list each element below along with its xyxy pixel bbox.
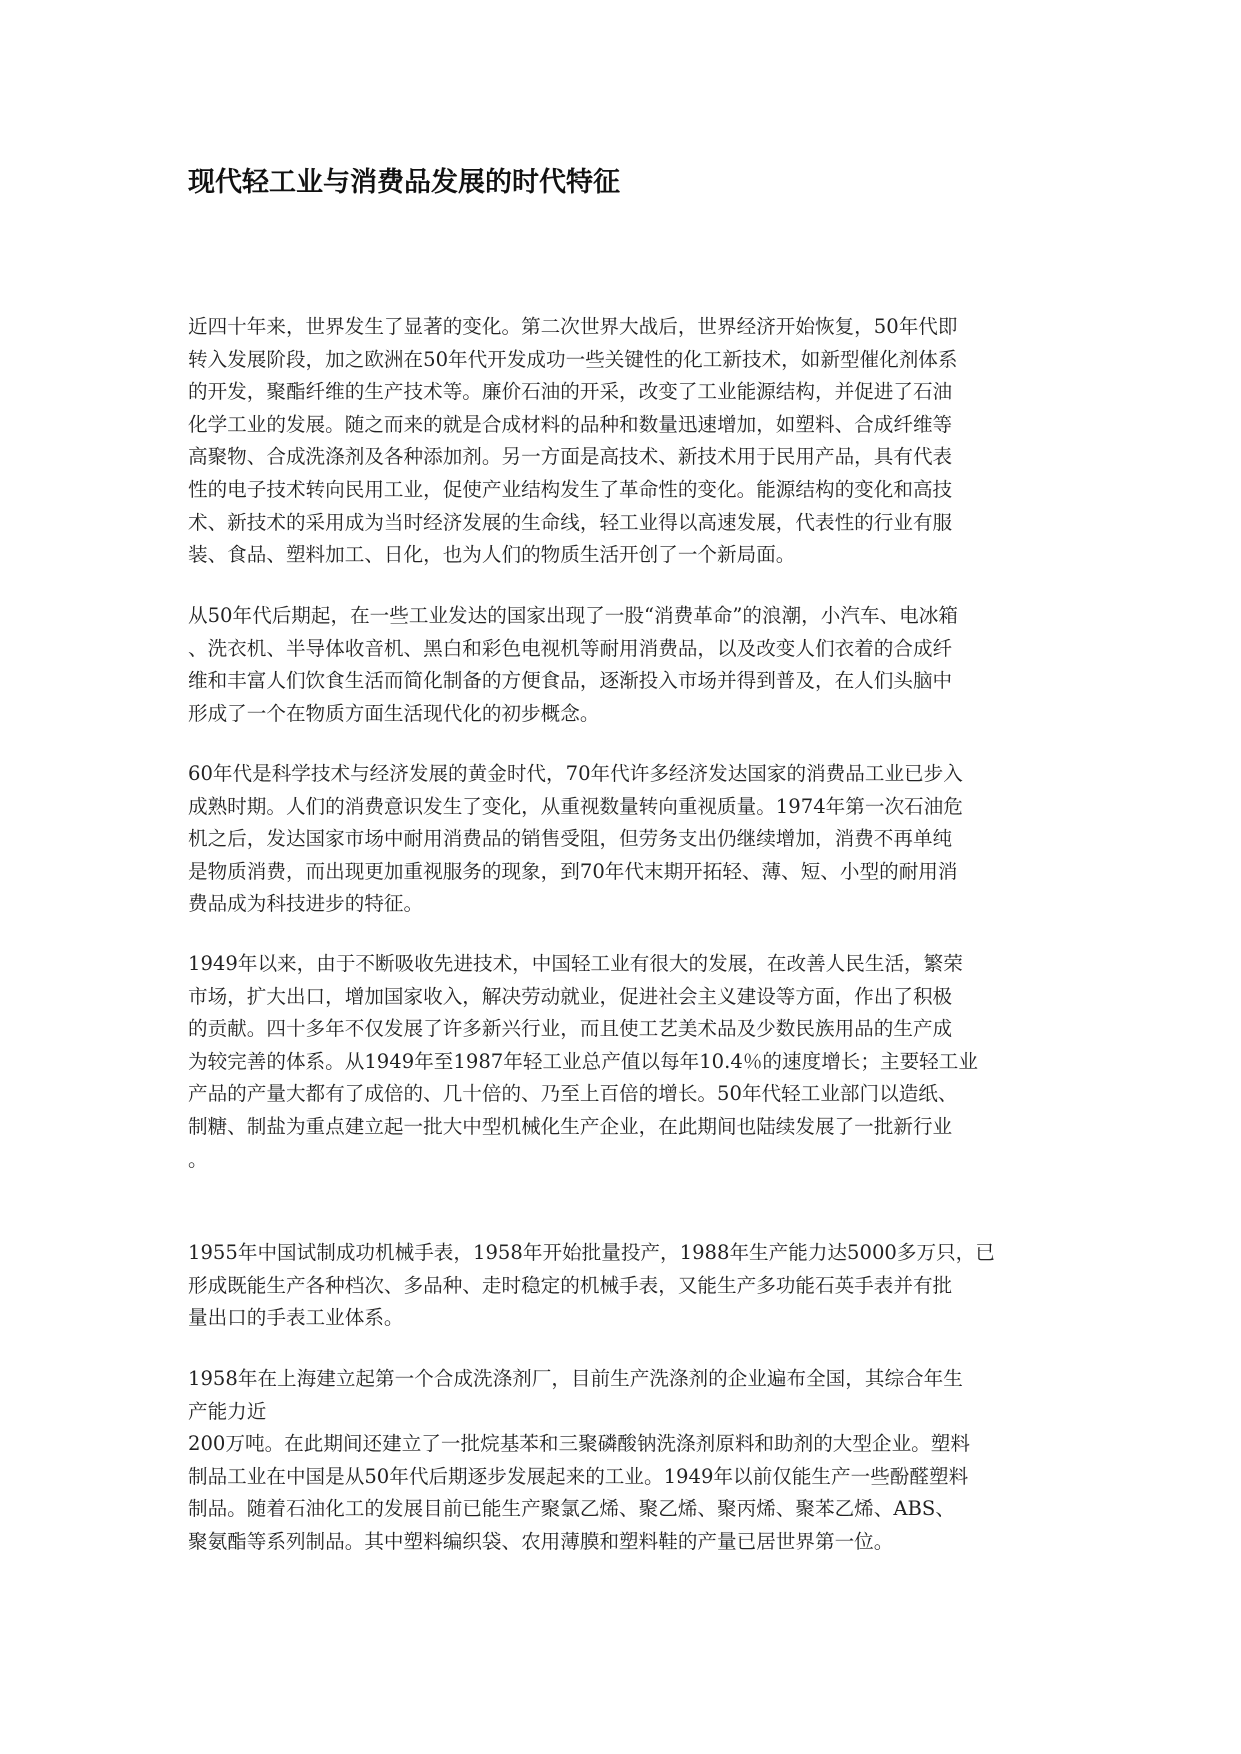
paragraph-line: 形成既能生产各种档次、多品种、走时稳定的机械手表，又能生产多功能石英手表并有批	[188, 1273, 953, 1297]
paragraph-consumer-revolution	[188, 600, 958, 730]
paragraph-watch-industry	[188, 1237, 995, 1335]
paragraph-line: 转入发展阶段，加之欧洲在50年代开发成功一些关键性的化工新技术，如新型催化剂体系	[188, 347, 958, 371]
paragraph-line: 量出口的手表工业体系。	[188, 1306, 404, 1330]
paragraph-line: 制糖、制盐为重点建立起一批大中型机械化生产企业，在此期间也陆续发展了一批新行业	[188, 1114, 953, 1138]
paragraph-line: 费品成为科技进步的特征。	[188, 892, 424, 916]
paragraph-line: 制品。随着石油化工的发展目前已能生产聚氯乙烯、聚乙烯、聚丙烯、聚苯乙烯、ABS、	[188, 1497, 955, 1521]
paragraph-line: 性的电子技术转向民用工业，促使产业结构发生了革命性的变化。能源结构的变化和高技	[188, 477, 953, 501]
paragraph-detergent-plastics	[188, 1363, 970, 1559]
paragraph-line: 60年代是科学技术与经济发展的黄金时代，70年代许多经济发达国家的消费品工业已步入	[188, 762, 963, 785]
paragraph-line: 装、食品、塑料加工、日化，也为人们的物质生活开创了一个新局面。	[188, 543, 796, 567]
paragraph-line: 是物质消费，而出现更加重视服务的现象，到70年代末期开拓轻、薄、短、小型的耐用消	[188, 859, 958, 883]
paragraph-line: 高聚物、合成洗涤剂及各种添加剂。另一方面是高技术、新技术用于民用产品，具有代表	[188, 445, 953, 469]
paragraph-line: 200万吨。在此期间还建立了一批烷基苯和三聚磷酸钠洗涤剂原料和助剂的大型企业。塑料	[188, 1432, 970, 1456]
paragraph-line: 聚氨酯等系列制品。其中塑料编织袋、农用薄膜和塑料鞋的产量已居世界第一位。	[188, 1529, 894, 1553]
paragraph-line: 1949年以来，由于不断吸收先进技术，中国轻工业有很大的发展，在改善人民生活，繁荣	[188, 952, 963, 975]
paragraph-line: 。	[188, 1147, 208, 1171]
paragraph-line: 的开发，聚酯纤维的生产技术等。廉价石油的开采，改变了工业能源结构，并促进了石油	[188, 380, 953, 404]
paragraph-line: 术、新技术的采用成为当时经济发展的生命线，轻工业得以高速发展，代表性的行业有服	[188, 510, 953, 534]
paragraph-postwar-development	[188, 311, 958, 572]
paragraph-line: 的贡献。四十多年不仅发展了许多新兴行业，而且使工艺美术品及少数民族用品的生产成	[188, 1017, 953, 1041]
paragraph-line: 从50年代后期起，在一些工业发达的国家出现了一股“消费革命”的浪潮，小汽车、电冰箱	[188, 604, 958, 627]
paragraph-line: 维和丰富人们饮食生活而简化制备的方便食品，逐渐投入市场并得到普及，在人们头脑中	[188, 669, 953, 693]
paragraph-line: 、洗衣机、半导体收音机、黑白和彩色电视机等耐用消费品，以及改变人们衣着的合成纤	[188, 636, 953, 660]
paragraph-line: 为较完善的体系。从1949年至1987年轻工业总产值以每年10.4％的速度增长；主要轻工业	[188, 1049, 978, 1073]
paragraph-line: 产能力近	[188, 1399, 267, 1423]
paragraph-line: 1958年在上海建立起第一个合成洗涤剂厂，目前生产洗涤剂的企业遍布全国，其综合年生	[188, 1367, 963, 1390]
paragraph-golden-age	[188, 758, 963, 921]
paragraph-line: 近四十年来，世界发生了显著的变化。第二次世界大战后，世界经济开始恢复，50年代即	[188, 315, 958, 338]
paragraph-line: 产品的产量大都有了成倍的、几十倍的、乃至上百倍的增长。50年代轻工业部门以造纸、	[188, 1082, 958, 1106]
paragraph-china-light-industry	[188, 948, 978, 1176]
paragraph-line: 机之后，发达国家市场中耐用消费品的销售受阻，但劳务支出仍继续增加，消费不再单纯	[188, 827, 953, 851]
document-title: 现代轻工业与消费品发展的时代特征	[188, 167, 620, 198]
paragraph-line: 市场，扩大出口，增加国家收入，解决劳动就业，促进社会主义建设等方面，作出了积极	[188, 984, 953, 1008]
paragraph-line: 成熟时期。人们的消费意识发生了变化，从重视数量转向重视质量。1974年第一次石油危	[188, 794, 963, 818]
paragraph-line: 化学工业的发展。随之而来的就是合成材料的品种和数量迅速增加，如塑料、合成纤维等	[188, 412, 953, 436]
paragraph-line: 形成了一个在物质方面生活现代化的初步概念。	[188, 701, 600, 725]
paragraph-line: 制品工业在中国是从50年代后期逐步发展起来的工业。1949年以前仅能生产一些酚醛塑料	[188, 1464, 969, 1488]
paragraph-line: 1955年中国试制成功机械手表，1958年开始批量投产，1988年生产能力达5000多万只，已	[188, 1241, 995, 1264]
